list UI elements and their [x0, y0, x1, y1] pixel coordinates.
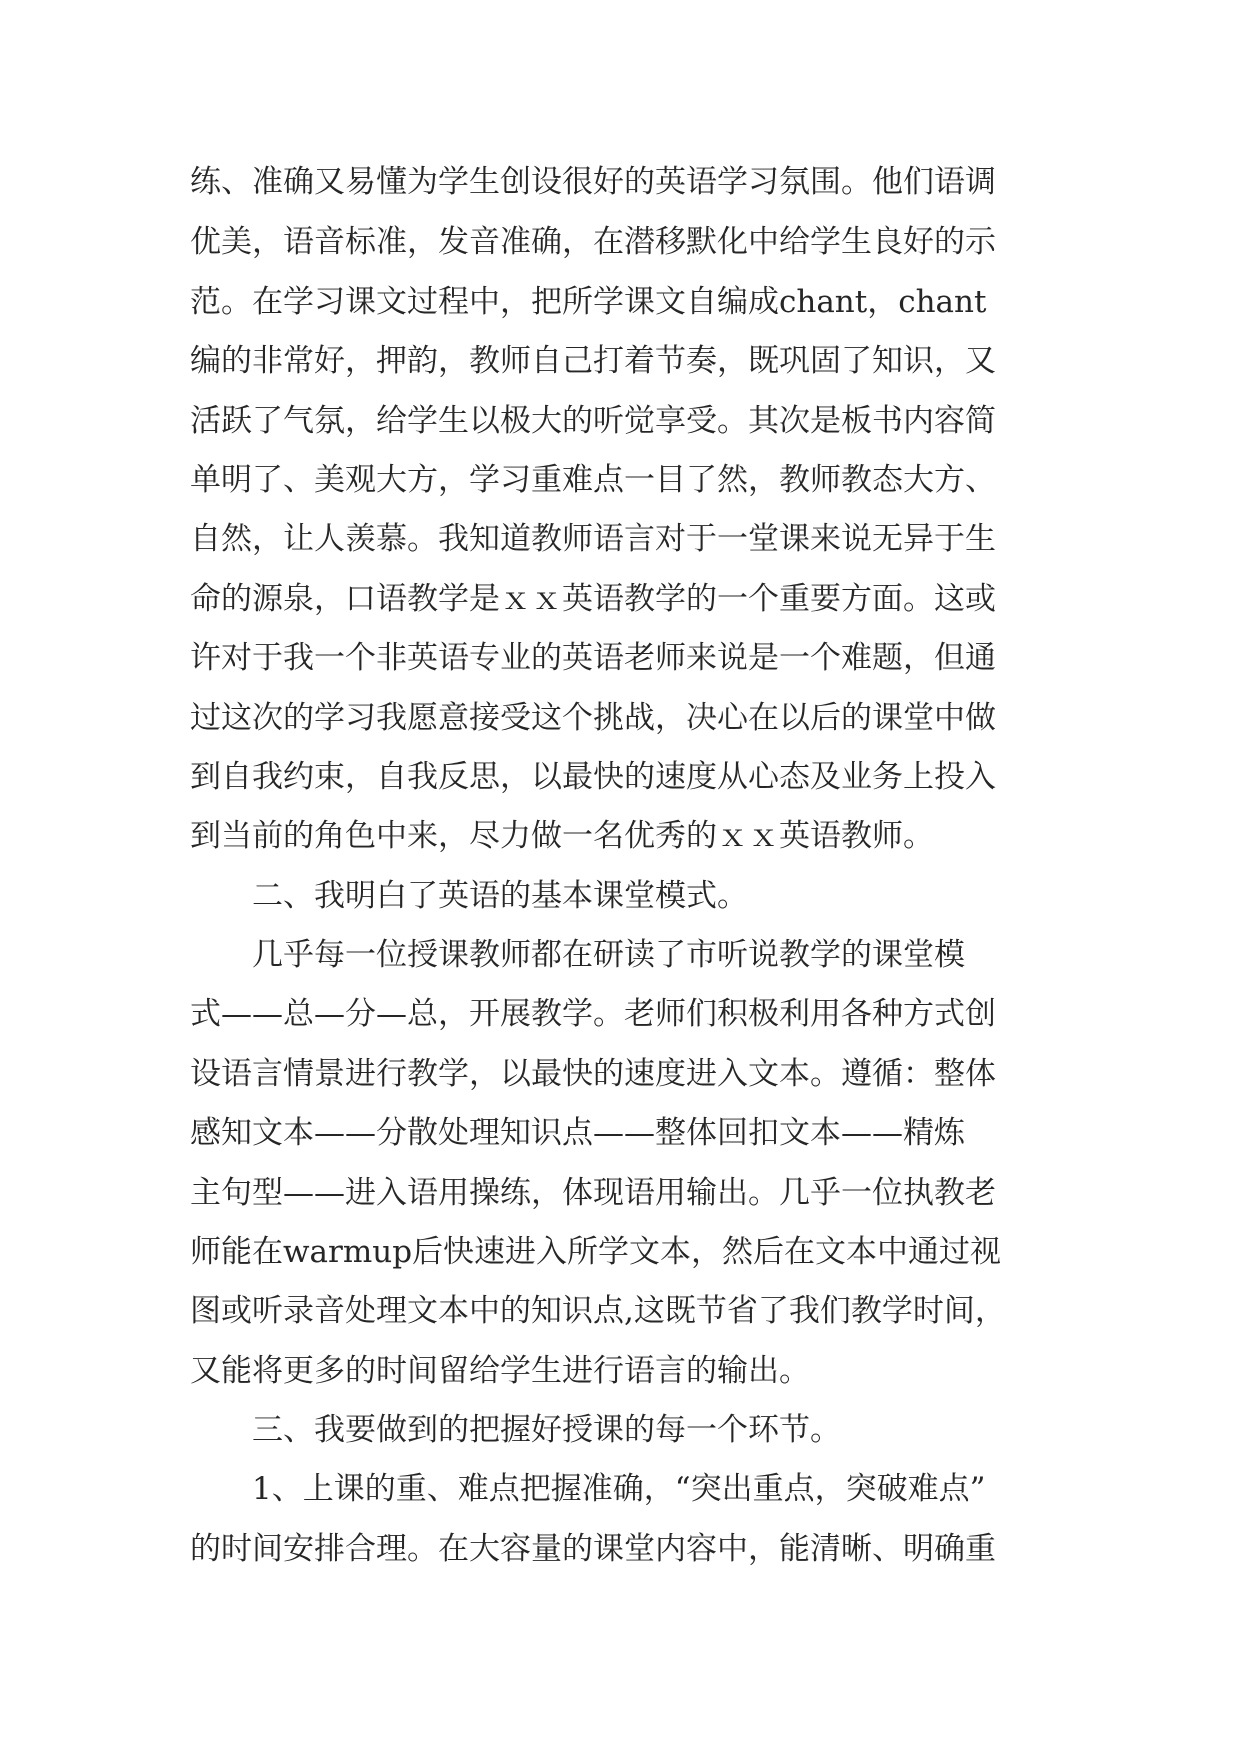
text-line: 自然，让人羡慕。我知道教师语言对于一堂课来说无异于生 [190, 521, 996, 557]
text-line: 单明了、美观大方，学习重难点一目了然，教师教态大方、 [190, 462, 996, 498]
text-line: 主句型——进入语用操练，体现语用输出。几乎一位执教老 [190, 1175, 996, 1211]
text-line: 到当前的角色中来，尽力做一名优秀的ｘｘ英语教师。 [190, 818, 934, 854]
text-line: 设语言情景进行教学，以最快的速度进入文本。遵循：整体 [190, 1056, 996, 1092]
text-line: 又能将更多的时间留给学生进行语言的输出。 [190, 1353, 810, 1389]
text-line: 练、准确又易懂为学生创设很好的英语学习氛围。他们语调 [190, 164, 996, 200]
text-line: 许对于我一个非英语专业的英语老师来说是一个难题，但通 [190, 640, 996, 676]
text-line: 过这次的学习我愿意接受这个挑战，决心在以后的课堂中做 [190, 700, 996, 736]
text-line: 的时间安排合理。在大容量的课堂内容中，能清晰、明确重 [190, 1531, 996, 1567]
paragraph-first-line: 几乎每一位授课教师都在研读了市听说教学的课堂模 [252, 937, 965, 973]
section-heading: 二、我明白了英语的基本课堂模式。 [252, 878, 748, 914]
text-line: 范。在学习课文过程中，把所学课文自编成chant，chant [190, 284, 987, 320]
text-line: 感知文本——分散处理知识点——整体回扣文本——精炼 [190, 1115, 965, 1151]
text-line: 图或听录音处理文本中的知识点,这既节省了我们教学时间， [190, 1293, 1006, 1329]
text-line: 活跃了气氛，给学生以极大的听觉享受。其次是板书内容简 [190, 403, 996, 439]
text-line: 命的源泉，口语教学是ｘｘ英语教学的一个重要方面。这或 [190, 581, 996, 617]
section-heading: 三、我要做到的把握好授课的每一个环节。 [252, 1412, 841, 1448]
paragraph-first-line: 1、上课的重、难点把握准确，“突出重点，突破难点” [252, 1471, 986, 1507]
text-line: 优美，语音标准，发音准确，在潜移默化中给学生良好的示 [190, 224, 996, 260]
text-line: 式——总—分—总，开展教学。老师们积极利用各种方式创 [190, 996, 996, 1032]
text-line: 编的非常好，押韵，教师自己打着节奏，既巩固了知识，又 [190, 343, 996, 379]
text-line: 师能在warmup后快速进入所学文本，然后在文本中通过视 [190, 1234, 1002, 1270]
text-line: 到自我约束，自我反思，以最快的速度从心态及业务上投入 [190, 759, 996, 795]
